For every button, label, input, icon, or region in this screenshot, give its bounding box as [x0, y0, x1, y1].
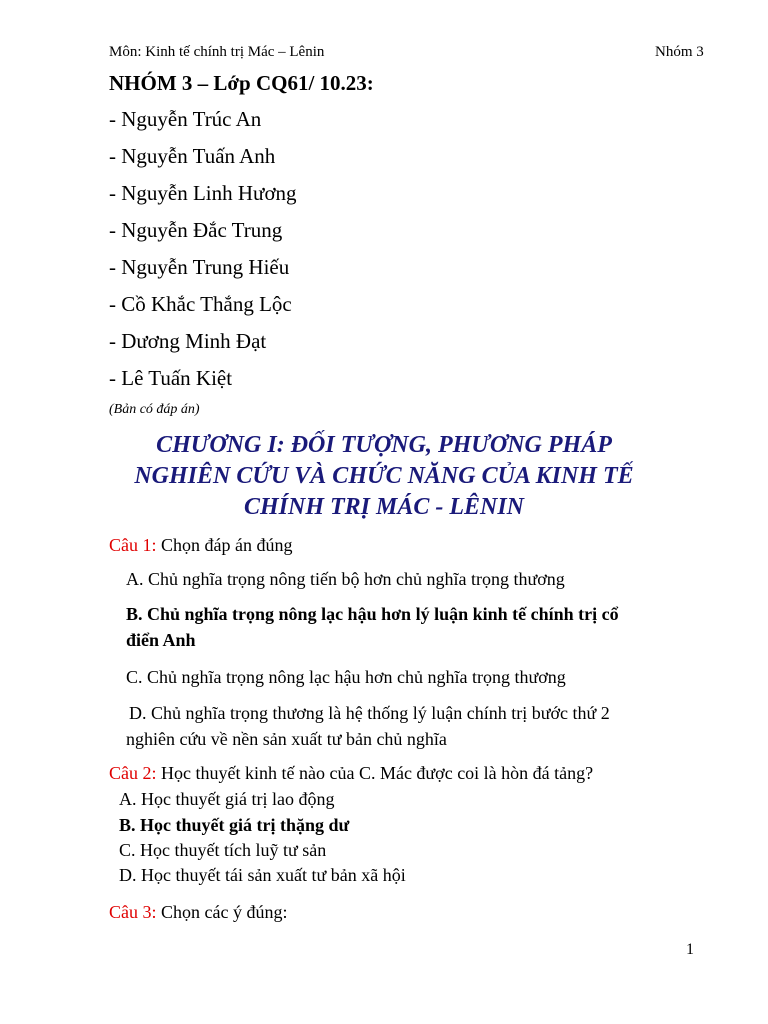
group-title: NHÓM 3 – Lớp CQ61/ 10.23: [109, 71, 374, 95]
q2-option-a: A. Học thuyết giá trị lao động [119, 789, 335, 809]
chapter-title-line-3: CHÍNH TRỊ MÁC - LÊNIN [243, 494, 525, 520]
q1-option-d-line-2: nghiên cứu về nền sản xuất tư bản chủ nghĩa [126, 729, 447, 749]
question-1-text: Chọn đáp án đúng [156, 535, 293, 555]
question-3-label: Câu 3: [109, 902, 157, 922]
answer-key-note: (Bản có đáp án) [109, 402, 200, 417]
question-2-label: Câu 2: [109, 763, 157, 783]
question-1 [109, 535, 292, 556]
member-7: - Dương Minh Đạt [109, 329, 267, 353]
question-2-text: Học thuyết kinh tế nào của C. Mác được coi là hòn đá tảng? [156, 763, 594, 783]
member-4: - Nguyễn Đắc Trung [109, 218, 283, 242]
question-1-label: Câu 1: [109, 535, 157, 555]
member-1: - Nguyễn Trúc An [109, 107, 262, 131]
member-8: - Lê Tuấn Kiệt [109, 366, 233, 390]
q1-option-a: A. Chủ nghĩa trọng nông tiến bộ hơn chủ nghĩa trọng thương [126, 569, 565, 589]
q2-option-b: B. Học thuyết giá trị thặng dư [119, 815, 350, 835]
question-2 [109, 763, 593, 784]
member-6: - Cồ Khắc Thắng Lộc [109, 292, 292, 316]
header-group: Nhóm 3 [655, 44, 704, 60]
q2-option-c: C. Học thuyết tích luỹ tư sản [119, 840, 327, 860]
member-3: - Nguyễn Linh Hương [109, 181, 297, 205]
member-5: - Nguyễn Trung Hiếu [109, 255, 290, 279]
chapter-title-line-1: CHƯƠNG I: ĐỐI TƯỢNG, PHƯƠNG PHÁP [156, 432, 612, 458]
member-2: - Nguyễn Tuấn Anh [109, 144, 276, 168]
q2-option-d: D. Học thuyết tái sản xuất tư bản xã hội [119, 865, 406, 885]
question-3-text: Chọn các ý đúng: [156, 902, 288, 922]
page-number: 1 [686, 941, 694, 958]
question-3 [109, 902, 287, 923]
q1-option-d-line-1: D. Chủ nghĩa trọng thương là hệ thống lý luận chính trị bước thứ 2 [129, 703, 610, 723]
q1-option-c: C. Chủ nghĩa trọng nông lạc hậu hơn chủ nghĩa trọng thương [126, 667, 566, 687]
q1-option-b-line-2: điển Anh [126, 630, 196, 650]
chapter-title-line-2: NGHIÊN CỨU VÀ CHỨC NĂNG CỦA KINH TẾ [134, 463, 634, 489]
q1-option-b-line-1: B. Chủ nghĩa trọng nông lạc hậu hơn lý luận kinh tế chính trị cổ [126, 604, 619, 624]
header-subject: Môn: Kinh tế chính trị Mác – Lênin [109, 44, 325, 60]
